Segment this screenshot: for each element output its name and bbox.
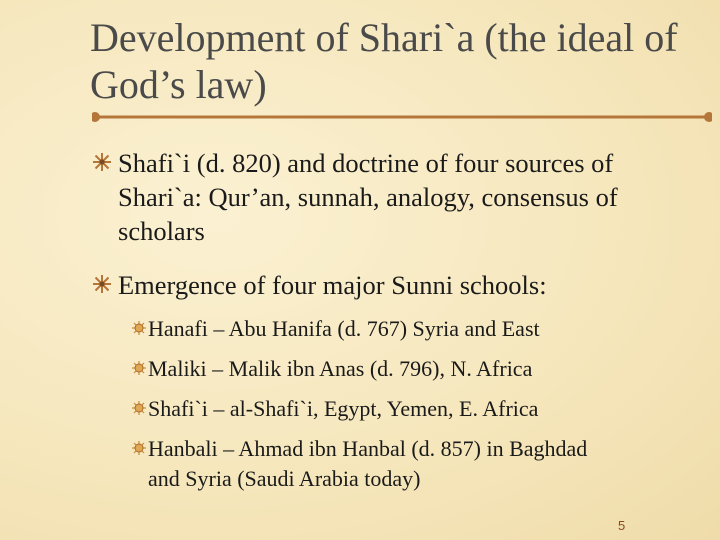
starburst-bullet-icon: [92, 152, 112, 172]
sunburst-bullet-icon: [132, 321, 146, 335]
sub-bullet-item: [148, 434, 618, 494]
starburst-bullet-icon: [92, 274, 112, 294]
sunburst-bullet-icon: [132, 441, 146, 455]
sunburst-bullet-icon: [132, 361, 146, 375]
page-number: 5: [618, 518, 626, 533]
sub-bullet-text: Shafi`i – al-Shafi`i, Egypt, Yemen, E. Africa: [148, 396, 539, 421]
bullet-text: Shafi`i (d. 820) and doctrine of four sources of Shari`a: Qur’an, sunnah, analogy, consensus of scholars: [118, 148, 618, 246]
sub-bullet-text: Maliki – Malik ibn Anas (d. 796), N. Africa: [148, 356, 533, 381]
sunburst-bullet-icon: [132, 401, 146, 415]
bullet-item: [118, 268, 698, 302]
sub-bullet-item: [148, 314, 708, 344]
ornamental-rule-icon: [92, 110, 712, 124]
sub-bullet-item: [148, 354, 708, 384]
sub-bullet-text: Hanbali – Ahmad ibn Hanbal (d. 857) in Baghdad and Syria (Saudi Arabia today): [148, 436, 588, 491]
bullet-text: Emergence of four major Sunni schools:: [118, 270, 547, 300]
sub-bullet-item: [148, 394, 708, 424]
slide-title: Development of Shari`a (the ideal of God’s law): [90, 15, 678, 107]
sub-bullet-text: Hanafi – Abu Hanifa (d. 767) Syria and East: [148, 316, 540, 341]
bullet-item: [118, 146, 698, 248]
